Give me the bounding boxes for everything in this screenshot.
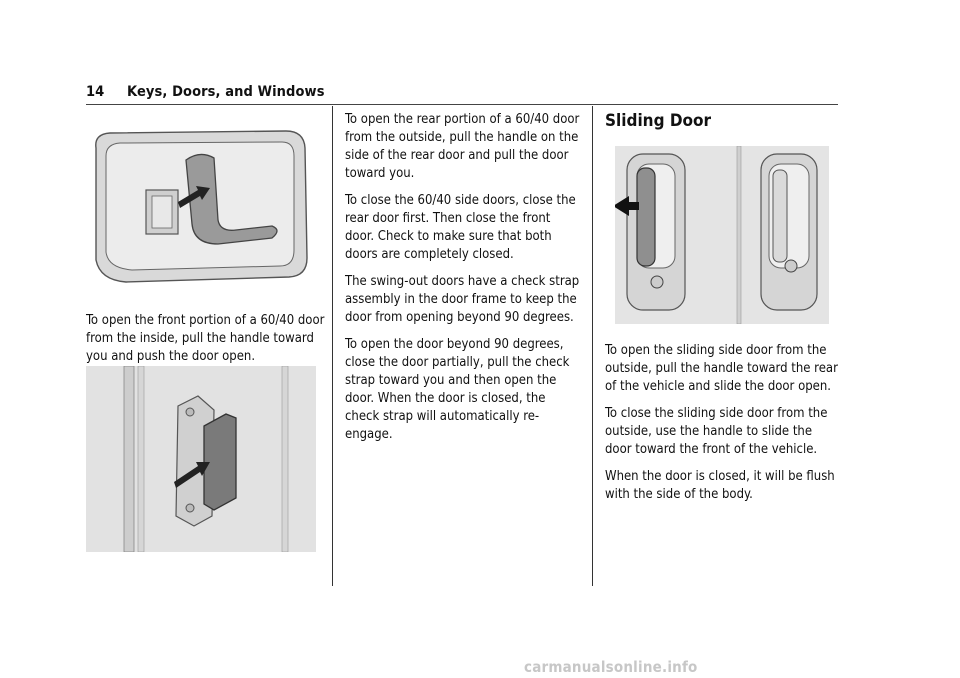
section-name: Keys, Doors, and Windows — [127, 84, 325, 100]
watermark: carmanualsonline.info — [524, 658, 698, 676]
column-divider-2 — [592, 106, 593, 586]
column-divider-1 — [332, 106, 333, 586]
paragraph: The swing-out doors have a check strap assembly in the door frame to keep the door from opening beyond 90 degrees. — [345, 274, 580, 325]
column-2-text — [345, 111, 581, 453]
sliding-door-handle-illustration — [615, 146, 829, 324]
paragraph: To open the front portion of a 60/40 door from the inside, pull the handle toward you and push the door open. — [86, 313, 325, 364]
check-strap-illustration — [86, 366, 316, 552]
column-3-text — [605, 342, 841, 513]
header-divider — [86, 104, 838, 105]
paragraph: To open the door beyond 90 degrees, close the door partially, pull the check strap toward you and then open the door. When the door is closed, the check strap will automatically re-engage. — [345, 337, 570, 442]
paragraph: To close the sliding side door from the outside, use the handle to slide the door toward the front of the vehicle. — [605, 406, 828, 457]
section-title: Sliding Door — [605, 111, 712, 131]
interior-handle-illustration — [86, 120, 316, 288]
paragraph: To open the rear portion of a 60/40 door from the outside, pull the handle on the side of the rear door and pull the door toward you. — [345, 112, 580, 181]
paragraph: To close the 60/40 side doors, close the rear door first. Then close the front door. Check to make sure that both doors are completely closed. — [345, 193, 576, 262]
page-number: 14 — [86, 84, 105, 100]
paragraph: When the door is closed, it will be flush with the side of the body. — [605, 469, 835, 502]
page-header — [86, 84, 325, 100]
paragraph: To open the sliding side door from the outside, pull the handle toward the rear of the vehicle and slide the door open. — [605, 343, 838, 394]
